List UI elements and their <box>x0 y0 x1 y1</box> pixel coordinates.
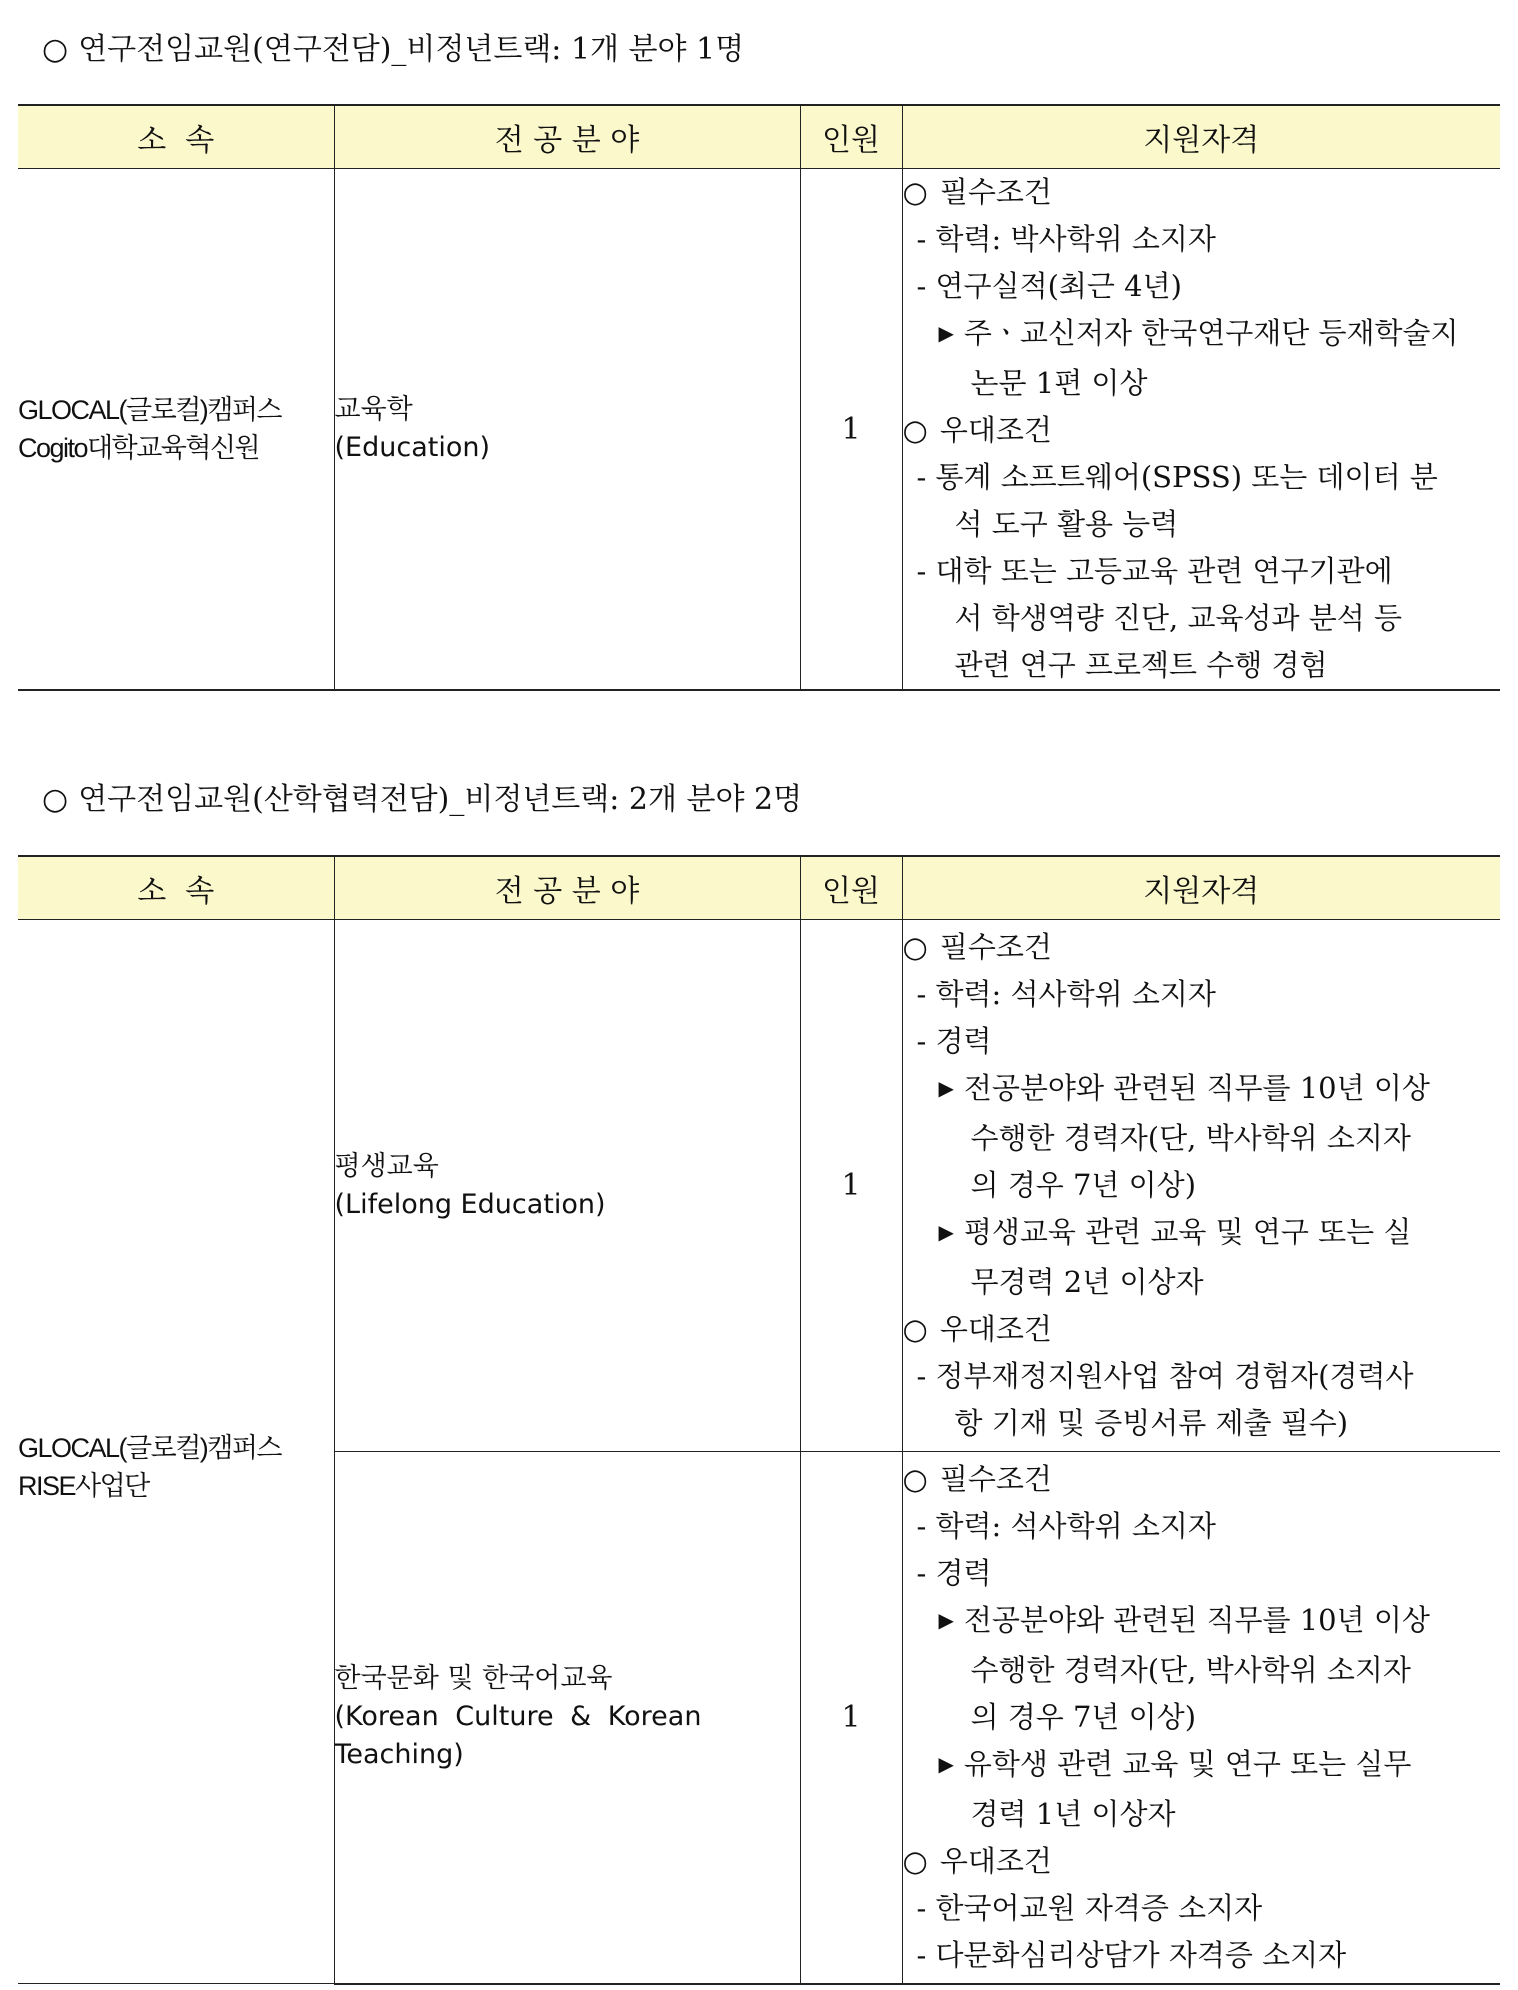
dash-bullet: - <box>916 1508 936 1543</box>
qualification-text: 전공분야와 관련된 직무를 10년 이상 <box>963 1602 1430 1637</box>
qualification-line <box>903 1162 1501 1209</box>
qualification-cell <box>902 1452 1500 1984</box>
affiliation-cell: GLOCAL(글로컬)캠퍼스 RISE사업단 <box>18 920 334 1984</box>
circle-bullet-icon: ○ <box>42 32 69 67</box>
triangle-bullet-icon: ▶ <box>938 1607 954 1632</box>
qualification-line <box>903 1550 1501 1597</box>
qualification-line <box>903 1503 1501 1550</box>
header-field: 전 공 분 야 <box>334 105 800 169</box>
section-2-title: ○ 연구전임교원(산학협력전담)_비정년트랙: 2개 분야 2명 <box>42 782 803 817</box>
qualification-text: 우대조건 <box>939 413 1052 447</box>
circle-bullet-icon: ○ <box>42 782 69 817</box>
qualification-text: 주ㆍ교신저자 한국연구재단 등재학술지 <box>963 316 1459 350</box>
dash-bullet: - <box>916 554 936 588</box>
qualification-text: 유학생 관련 교육 및 연구 또는 실무 <box>963 1746 1412 1781</box>
qualification-text: 항 기재 및 증빙서류 제출 필수) <box>954 1406 1349 1440</box>
qualification-text: 필수조건 <box>939 930 1052 964</box>
dash-bullet: - <box>916 977 936 1011</box>
qualification-line <box>903 1741 1501 1791</box>
section-1-table <box>18 104 1500 691</box>
triangle-bullet-icon: ▶ <box>938 1076 954 1100</box>
qualification-line <box>903 454 1501 501</box>
dash-bullet: - <box>916 1937 936 1972</box>
triangle-bullet-icon: ▶ <box>938 1751 954 1776</box>
qualification-line <box>903 216 1501 263</box>
dash-bullet: - <box>916 1024 936 1058</box>
dash-bullet: - <box>916 1359 936 1393</box>
qualification-text: 필수조건 <box>939 1461 1052 1496</box>
qualification-text: 무경력 2년 이상자 <box>970 1265 1204 1299</box>
circle-bullet-icon: ○ <box>902 413 928 447</box>
qualification-line <box>903 971 1501 1018</box>
qualification-line <box>903 1932 1501 1979</box>
qualification-line <box>903 263 1501 310</box>
dash-bullet: - <box>916 1890 936 1925</box>
qualification-text: 다문화심리상담가 자격증 소지자 <box>935 1937 1347 1972</box>
qualification-line <box>903 595 1501 642</box>
qualification-text: 경력 1년 이상자 <box>970 1796 1176 1831</box>
qualification-text: 석 도구 활용 능력 <box>954 507 1179 541</box>
header-affiliation: 소 속 <box>18 856 334 920</box>
circle-bullet-icon: ○ <box>902 1461 928 1496</box>
qualification-line <box>903 1353 1501 1400</box>
header-affiliation: 소 속 <box>18 105 334 169</box>
dash-bullet: - <box>916 269 936 303</box>
dash-bullet: - <box>916 1555 936 1590</box>
count-cell: 1 <box>800 169 902 691</box>
count-cell: 1 <box>800 1452 902 1984</box>
qualification-text: 통계 소프트웨어(SPSS) 또는 데이터 분 <box>935 460 1438 494</box>
dash-bullet: - <box>916 460 936 494</box>
qualification-line <box>903 1597 1501 1647</box>
qualification-line <box>903 1115 1501 1162</box>
qualification-text: 의 경우 7년 이상) <box>970 1699 1197 1734</box>
header-qualification: 지원자격 <box>902 105 1500 169</box>
qualification-text: 한국어교원 자격증 소지자 <box>935 1890 1263 1925</box>
qualification-text: 우대조건 <box>939 1312 1052 1346</box>
qualification-line <box>903 1306 1501 1353</box>
qualification-line <box>903 1791 1501 1838</box>
dash-bullet: - <box>916 222 936 256</box>
table-row <box>18 169 1500 691</box>
qualification-line <box>903 310 1501 360</box>
qualification-text: 학력: 석사학위 소지자 <box>935 1508 1216 1543</box>
section-2-table <box>18 855 1500 1985</box>
circle-bullet-icon: ○ <box>902 175 928 209</box>
table-header-row <box>18 105 1500 169</box>
triangle-bullet-icon: ▶ <box>938 321 954 345</box>
table-row <box>18 920 1500 1452</box>
qualification-text: 전공분야와 관련된 직무를 10년 이상 <box>963 1071 1430 1105</box>
circle-bullet-icon: ○ <box>902 1843 928 1878</box>
qualification-line <box>903 1018 1501 1065</box>
qualification-text: 경력 <box>935 1555 992 1590</box>
qualification-line <box>903 1400 1501 1447</box>
qualification-text: 의 경우 7년 이상) <box>970 1168 1197 1202</box>
qualification-line <box>903 924 1501 971</box>
qualification-text: 대학 또는 고등교육 관련 연구기관에 <box>935 554 1393 588</box>
qualification-line <box>903 501 1501 548</box>
qualification-line <box>903 360 1501 407</box>
header-count: 인원 <box>800 105 902 169</box>
table-header-row <box>18 856 1500 920</box>
qualification-text: 학력: 박사학위 소지자 <box>935 222 1216 256</box>
qualification-text: 관련 연구 프로젝트 수행 경험 <box>954 648 1328 682</box>
qualification-line <box>903 1647 1501 1694</box>
qualification-text: 우대조건 <box>939 1843 1052 1878</box>
affiliation-cell: GLOCAL(글로컬)캠퍼스 Cogito대학교육혁신원 <box>18 169 334 691</box>
qualification-line <box>903 1694 1501 1741</box>
count-cell: 1 <box>800 920 902 1452</box>
circle-bullet-icon: ○ <box>902 930 928 964</box>
qualification-line <box>903 548 1501 595</box>
qualification-line <box>903 1065 1501 1115</box>
qualification-text: 수행한 경력자(단, 박사학위 소지자 <box>970 1652 1411 1687</box>
qualification-text: 서 학생역량 진단, 교육성과 분석 등 <box>954 601 1403 635</box>
qualification-line <box>903 1885 1501 1932</box>
field-cell: 교육학 (Education) <box>334 169 800 691</box>
qualification-cell <box>902 169 1500 691</box>
qualification-line <box>903 169 1501 216</box>
qualification-text: 수행한 경력자(단, 박사학위 소지자 <box>970 1121 1411 1155</box>
qualification-line <box>903 407 1501 454</box>
qualification-text: 논문 1편 이상 <box>970 366 1148 400</box>
header-count: 인원 <box>800 856 902 920</box>
qualification-text: 평생교육 관련 교육 및 연구 또는 실 <box>963 1215 1412 1249</box>
qualification-line <box>903 1838 1501 1885</box>
circle-bullet-icon: ○ <box>902 1312 928 1346</box>
qualification-line <box>903 1456 1501 1503</box>
qualification-line <box>903 1259 1501 1306</box>
qualification-text: 학력: 석사학위 소지자 <box>935 977 1216 1011</box>
qualification-cell <box>902 920 1500 1452</box>
qualification-line <box>903 642 1501 689</box>
qualification-text: 필수조건 <box>939 175 1052 209</box>
triangle-bullet-icon: ▶ <box>938 1220 954 1244</box>
header-qualification: 지원자격 <box>902 856 1500 920</box>
qualification-text: 경력 <box>935 1024 992 1058</box>
qualification-text: 정부재정지원사업 참여 경험자(경력사 <box>935 1359 1414 1393</box>
header-field: 전 공 분 야 <box>334 856 800 920</box>
qualification-text: 연구실적(최근 4년) <box>935 269 1182 303</box>
section-1-title: ○ 연구전임교원(연구전담)_비정년트랙: 1개 분야 1명 <box>42 32 745 67</box>
field-cell: 평생교육 (Lifelong Education) <box>334 920 800 1452</box>
field-cell: 한국문화 및 한국어교육 (Korean Culture & Korean Teaching) <box>334 1452 800 1984</box>
qualification-line <box>903 1209 1501 1259</box>
